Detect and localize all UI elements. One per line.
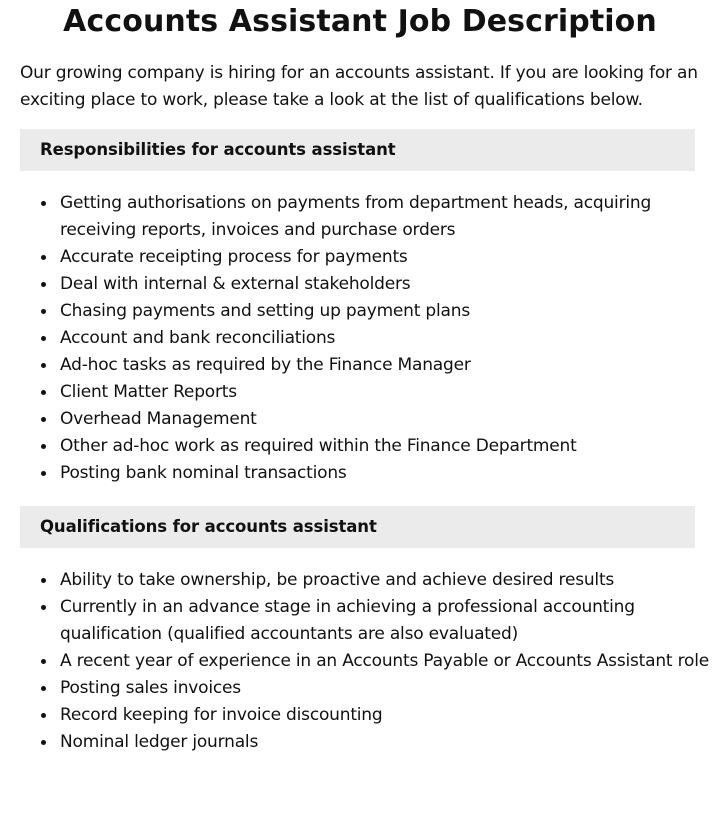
list-item: Chasing payments and setting up payment plans bbox=[60, 298, 720, 325]
qualifications-heading: Qualifications for accounts assistant bbox=[20, 506, 695, 548]
list-item: Record keeping for invoice discounting bbox=[60, 702, 720, 729]
list-item: Posting bank nominal transactions bbox=[60, 460, 720, 487]
list-item: Ad-hoc tasks as required by the Finance Manager bbox=[60, 352, 720, 379]
list-item: Account and bank reconciliations bbox=[60, 325, 720, 352]
intro-paragraph: Our growing company is hiring for an accounts assistant. If you are looking for an exciting place to work, please take a look at the list of qualifications below. bbox=[20, 63, 698, 110]
qualifications-list bbox=[20, 567, 720, 756]
list-item: Getting authorisations on payments from department heads, acquiring receiving reports, invoices and purchase orders bbox=[60, 190, 720, 244]
list-item: Ability to take ownership, be proactive and achieve desired results bbox=[60, 567, 720, 594]
list-item: Accurate receipting process for payments bbox=[60, 244, 720, 271]
list-item: Client Matter Reports bbox=[60, 379, 720, 406]
list-item: A recent year of experience in an Accounts Payable or Accounts Assistant role bbox=[60, 648, 720, 675]
responsibilities-list bbox=[20, 190, 720, 487]
list-item: Currently in an advance stage in achieving a professional accounting qualification (qualified accountants are also evaluated) bbox=[60, 594, 720, 648]
list-item: Other ad-hoc work as required within the Finance Department bbox=[60, 433, 720, 460]
list-item: Deal with internal & external stakeholders bbox=[60, 271, 720, 298]
responsibilities-heading: Responsibilities for accounts assistant bbox=[20, 129, 695, 171]
page-title: Accounts Assistant Job Description bbox=[63, 4, 657, 39]
list-item: Nominal ledger journals bbox=[60, 729, 720, 756]
list-item: Posting sales invoices bbox=[60, 675, 720, 702]
list-item: Overhead Management bbox=[60, 406, 720, 433]
